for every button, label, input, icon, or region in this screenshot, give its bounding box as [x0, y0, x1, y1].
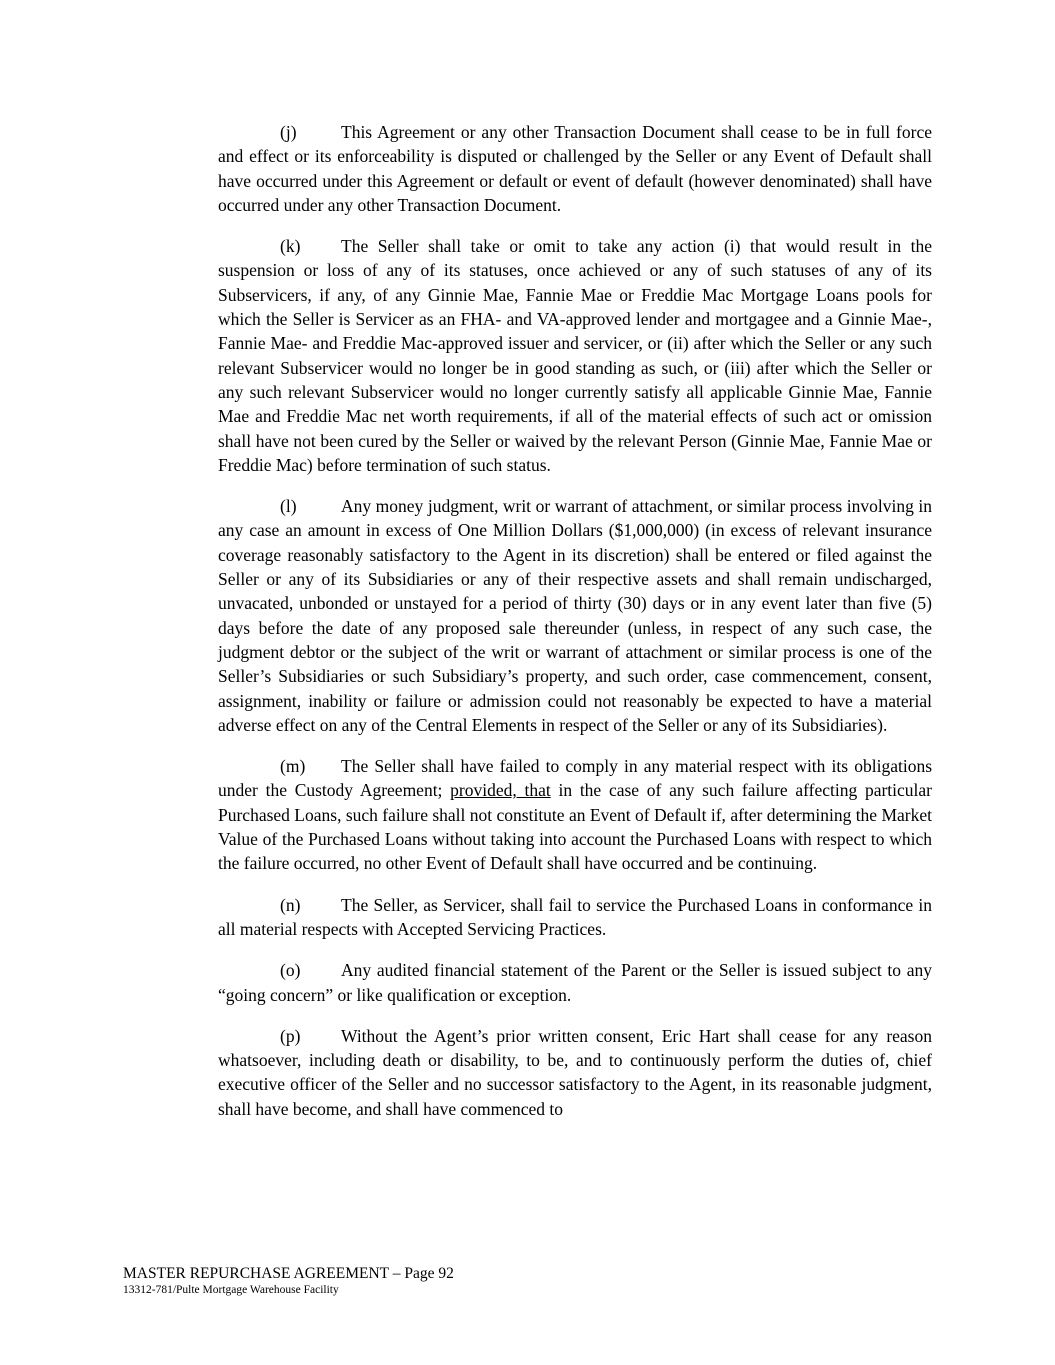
paragraph-n	[218, 893, 932, 942]
footer-file-reference: 13312-781/Pulte Mortgage Warehouse Facility	[123, 1284, 339, 1296]
paragraph-n-label: (n)	[280, 894, 301, 915]
paragraph-o-label: (o)	[280, 960, 301, 981]
paragraph-m-label: (m)	[280, 756, 306, 777]
paragraph-o-text: Any audited financial statement of the Parent or the Seller is issued subject to any “going concern” or like qualification or exception.	[218, 960, 932, 1005]
paragraph-j-text: This Agreement or any other Transaction Document shall cease to be in full force and effect or its enforceability is disputed or challenged by the Seller or any Event of Default shall have occurred under this Agreement or default or event of default (however denominated) shall have occurred under any other Transaction Document.	[218, 122, 932, 215]
footer-document-title: MASTER REPURCHASE AGREEMENT – Page 92	[123, 1265, 454, 1282]
paragraph-l-text: Any money judgment, writ or warrant of attachment, or similar process involving in any case an amount in excess of One Million Dollars ($1,000,000) (in excess of relevant insurance coverage reasonably satisfactory to the Agent in its discretion) shall be entered or filed against the Seller or any of its Subsidiaries or any of their respective assets and shall remain undischarged, unvacated, unbonded or unstayed for a period of thirty (30) days or in any event later than five (5) days before the date of any proposed sale thereunder (unless, in respect of any such case, the judgment debtor or the subject of the writ or warrant of attachment or similar process is one of the Seller’s Subsidiaries or such Subsidiary’s property, and such order, case commencement, consent, assignment, inability or failure or admission could not reasonably be expected to have a material adverse effect on any of the Central Elements in respect of the Seller or any of its Subsidiaries).	[218, 496, 932, 735]
paragraph-p-label: (p)	[280, 1025, 301, 1046]
paragraph-l-label: (l)	[280, 496, 297, 517]
paragraph-m	[218, 754, 932, 875]
paragraph-k-text: The Seller shall take or omit to take any action (i) that would result in the suspension or loss of any of its statuses, once achieved or any of such statuses of any of its Subservicers, if any, of any Ginnie Mae, Fannie Mae or Freddie Mac Mortgage Loans pools for which the Seller is Servicer as an FHA- and VA-approved lender and mortgagee and a Ginnie Mae-, Fannie Mae- and Freddie Mac-approved issuer and servicer, or (ii) after which the Seller or any such relevant Subservicer would no longer be in good standing as such, or (iii) after which the Seller or any such relevant Subservicer would no longer currently satisfy all applicable Ginnie Mae, Fannie Mae and Freddie Mac net worth requirements, if all of the material effects of such act or omission shall have not been cured by the Seller or waived by the relevant Person (Ginnie Mae, Fannie Mae or Freddie Mac) before termination of such status.	[218, 236, 932, 475]
paragraph-p-text: Without the Agent’s prior written consent, Eric Hart shall cease for any reason whatsoever, including death or disability, to be, and to continuously perform the duties of, chief executive officer of the Seller and no successor satisfactory to the Agent, in its reasonable judgment, shall have become, and shall have commenced to	[218, 1025, 932, 1119]
paragraph-m-text-pre: The Seller shall have failed to comply in any material respect with its obligations under the Custody Agreement;	[218, 756, 932, 801]
paragraph-l	[218, 494, 932, 737]
paragraph-o	[218, 958, 932, 1007]
paragraph-n-text: The Seller, as Servicer, shall fail to service the Purchased Loans in conformance in all material respects with Accepted Servicing Practices.	[218, 894, 932, 939]
paragraph-m-underlined-phrase: provided, that	[450, 780, 551, 801]
paragraph-p	[218, 1024, 932, 1121]
page-footer	[123, 1264, 454, 1298]
paragraph-k	[218, 234, 932, 477]
paragraph-j	[218, 120, 932, 217]
paragraph-k-label: (k)	[280, 236, 301, 257]
document-body	[218, 120, 932, 1138]
paragraph-j-label: (j)	[280, 122, 297, 142]
paragraph-m-text-post: in the case of any such failure affecting particular Purchased Loans, such failure shall not constitute an Event of Default if, after determining the Market Value of the Purchased Loans without taking into account the Purchased Loans with respect to which the failure occurred, no other Event of Default shall have occurred and be continuing.	[218, 780, 932, 874]
